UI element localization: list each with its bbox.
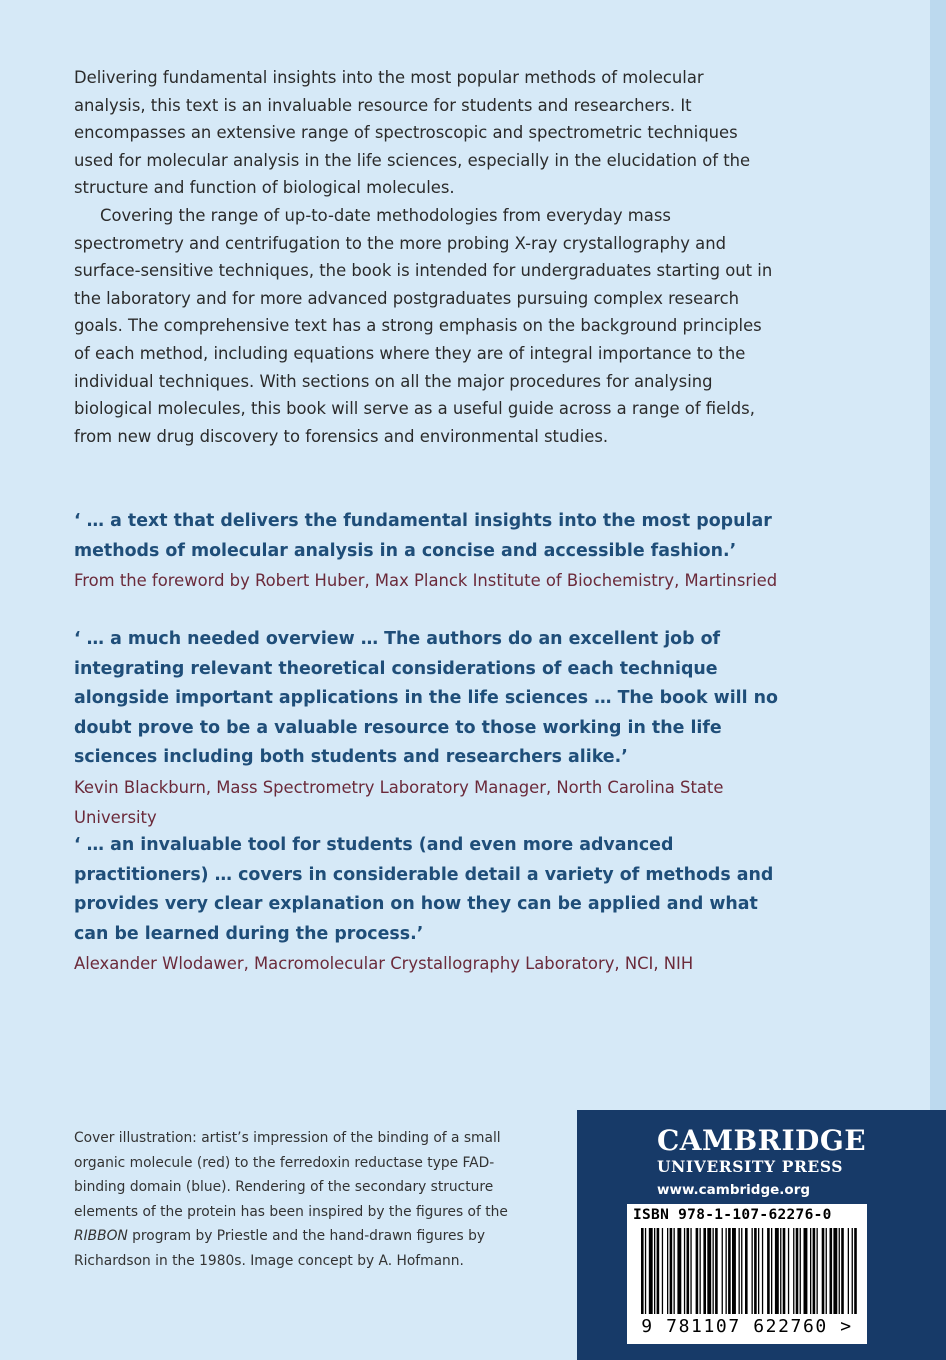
quote-source: Kevin Blackburn, Mass Spectrometry Laboratory Manager, North Carolina State University [74,777,724,827]
credit-text-end: program by Priestle and the hand-drawn figures by Richardson in the 1980s. Image concept by A. Hofmann. [74,1228,486,1269]
publisher-url: www.cambridge.org [657,1182,811,1198]
quote-text: ‘ … a much needed overview … The authors do an excellent job of integrating relevant theoretical considerations of each technique alongside important applications in the life sciences … The book will no doubt prove to be a valuable resource to those working in the life sciences including both students and researchers alike.’ [74,629,778,767]
review-quote-2 [74,625,794,833]
cover-illustration-credit [74,1126,534,1274]
quote-source: From the foreword by Robert Huber, Max Planck Institute of Biochemistry, Martinsried [74,571,778,590]
review-quote-1 [74,507,794,596]
review-quote-3 [74,831,794,979]
publisher-block [577,1110,946,1360]
quote-text: ‘ … a text that delivers the fundamental insights into the most popular methods of molecular analysis in a concise and accessible fashion.’ [74,511,772,561]
publisher-subtitle: UNIVERSITY PRESS [657,1157,844,1176]
barcode-digits: 9 781107 622760 > [641,1316,853,1337]
publisher-name: CAMBRIDGE [657,1124,867,1157]
barcode-bars-icon [633,1228,861,1314]
isbn-label: ISBN 978-1-107-62276-0 [633,1207,832,1223]
description-paragraph-1: Delivering fundamental insights into the most popular methods of molecular analysis, this text is an invaluable resource for students and researchers. It encompasses an extensive range of spectroscopic and spectrometric techniques used for molecular analysis in the life sciences, especially in the elucidation of the structure and function of biological molecules. [74,68,751,198]
isbn-barcode [627,1204,867,1344]
book-description [74,64,774,450]
credit-text-start: Cover illustration: artist’s impression of the binding of a small organic molecule (red) to the ferredoxin reductase type FAD-binding domain (blue). Rendering of the secondary structure elements of the protein has been inspired by the figures of the [74,1130,508,1220]
description-paragraph-2: Covering the range of up-to-date methodologies from everyday mass spectrometry and centrifugation to the more probing X-ray crystallography and surface-sensitive techniques, the book is intended for undergraduates starting out in the laboratory and for more advanced postgraduates pursuing complex research goals. The comprehensive text has a strong emphasis on the background principles of each method, including equations where they are of integral importance to the individual techniques. With sections on all the major procedures for analysing biological molecules, this book will serve as a useful guide across a range of fields, from new drug discovery to forensics and environmental studies. [74,205,773,446]
quote-text: ‘ … an invaluable tool for students (and even more advanced practitioners) … covers in considerable detail a variety of methods and provides very clear explanation on how they can be applied and what can be learned during the process.’ [74,835,774,944]
credit-program-name: RIBBON [74,1228,128,1245]
quote-source: Alexander Wlodawer, Macromolecular Crystallography Laboratory, NCI, NIH [74,954,694,973]
